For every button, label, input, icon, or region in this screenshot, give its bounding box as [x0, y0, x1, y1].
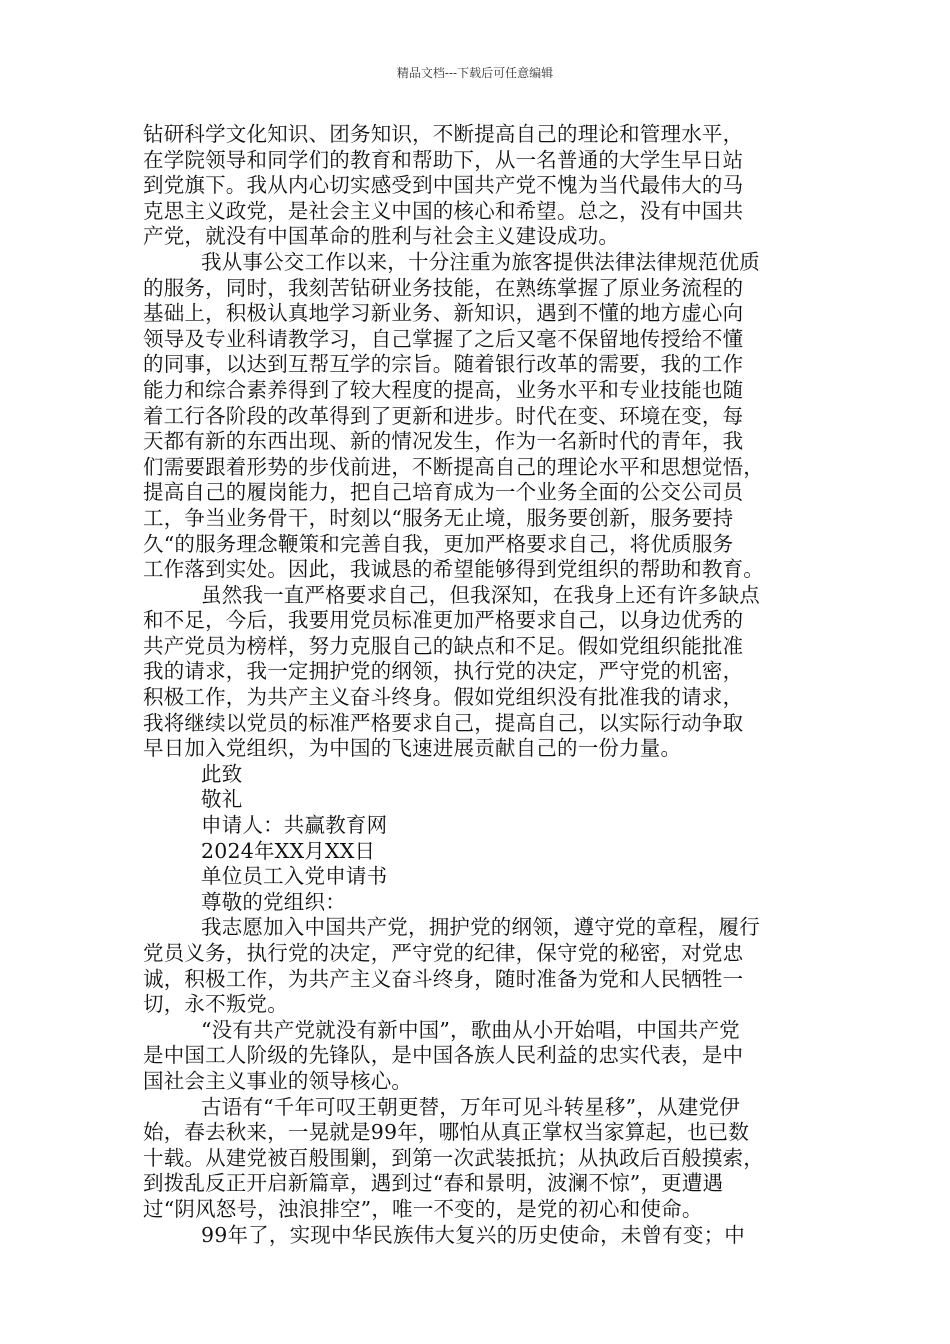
text-line: 共产党员为榜样，努力克服自己的缺点和不足。假如党组织能批准: [143, 633, 744, 658]
text-line: 过“阴风怒号，浊浪排空”，唯一不变的，是党的初心和使命。: [143, 1196, 703, 1221]
text-line: 和不足，今后，我要用党员标准更加严格要求自己，以身边优秀的: [143, 608, 744, 633]
text-line: 们需要跟着形势的步伐前进，不断提高自己的理论水平和思想觉悟，: [143, 454, 764, 479]
document-body: [143, 122, 815, 1248]
text-line: 久“的服务理念鞭策和完善自我，更加严格要求自己，将优质服务: [143, 531, 734, 556]
text-line: 的同事，以达到互帮互学的宗旨。随着银行改革的需要，我的工作: [143, 352, 744, 377]
text-line: 始，春去秋来，一晃就是99年，哪怕从真正掌权当家算起，也已数: [143, 1120, 750, 1145]
text-line: 敬礼: [201, 787, 243, 812]
text-line: 2024年XX月XX日: [201, 838, 376, 863]
text-line: 我将继续以党员的标准严格要求自己，提高自己，以实际行动争取: [143, 710, 744, 735]
text-line: 单位员工入党申请书: [201, 864, 388, 889]
text-line: 古语有“千年可叹王朝更替，万年可见斗转星移”，从建党伊: [201, 1094, 740, 1119]
text-line: 99年了，实现中华民族伟大复兴的历史使命，未曾有变；中: [201, 1222, 745, 1247]
text-line: 产党，就没有中国革命的胜利与社会主义建设成功。: [143, 224, 620, 249]
text-line: 切，永不叛党。: [143, 992, 288, 1017]
text-line: 到拨乱反正开启新篇章，遇到过“春和景明，波澜不惊”，更遭遇: [143, 1171, 724, 1196]
text-line: 此致: [201, 761, 243, 786]
text-line: 诚，积极工作，为共产主义奋斗终身，随时准备为党和人民牺牲一: [143, 966, 744, 991]
text-line: 钻研科学文化知识、团务知识，不断提高自己的理论和管理水平，: [143, 122, 744, 146]
text-line: 工作落到实处。因此，我诚恳的希望能够得到党组织的帮助和教育。: [143, 557, 764, 582]
text-line: 工，争当业务骨干，时刻以“服务无止境，服务要创新，服务要持: [143, 505, 734, 530]
text-line: 领导及专业科请教学习，自己掌握了之后又毫不保留地传授给不懂: [143, 326, 744, 351]
text-line: 虽然我一直严格要求自己，但我深知，在我身上还有许多缺点: [201, 582, 760, 607]
text-line: 我的请求，我一定拥护党的纲领，执行党的决定，严守党的机密，: [143, 659, 744, 684]
text-line: 着工行各阶段的改革得到了更新和进步。时代在变、环境在变，每: [143, 403, 744, 428]
text-line: 基础上，积极认真地学习新业务、新知识，遇到不懂的地方虚心向: [143, 301, 744, 326]
text-line: 天都有新的东西出现、新的情况发生，作为一名新时代的青年，我: [143, 429, 744, 454]
text-line: 是中国工人阶级的先锋队，是中国各族人民利益的忠实代表，是中: [143, 1043, 744, 1068]
text-line: 党员义务，执行党的决定，严守党的纪律，保守党的秘密，对党忠: [143, 941, 744, 965]
page-header: 精品文档---下载后可任意编辑: [396, 66, 554, 80]
text-line: 十载。从建党被百般围剿，到第一次武装抵抗；从执政后百般摸索，: [143, 1145, 764, 1170]
text-line: 到党旗下。我从内心切实感受到中国共产党不愧为当代最伟大的马: [143, 173, 744, 198]
text-line: 早日加入党组织，为中国的飞速进展贡献自己的一份力量。: [143, 736, 682, 761]
text-line: 的服务，同时，我刻苦钻研业务技能，在熟练掌握了原业务流程的: [143, 275, 744, 300]
text-line: 提高自己的履岗能力，把自己培育成为一个业务全面的公交公司员: [143, 480, 744, 505]
text-line: 能力和综合素养得到了较大程度的提高，业务水平和专业技能也随: [143, 377, 744, 402]
text-line: 尊敬的党组织：: [201, 889, 346, 914]
text-line: 在学院领导和同学们的教育和帮助下，从一名普通的大学生早日站: [143, 147, 744, 172]
text-line: 国社会主义事业的领导核心。: [143, 1068, 413, 1093]
text-line: 我志愿加入中国共产党，拥护党的纲领，遵守党的章程，履行: [201, 915, 760, 940]
text-line: “没有共产党就没有新中国”，歌曲从小开始唱，中国共产党: [201, 1017, 740, 1042]
text-line: 我从事公交工作以来，十分注重为旅客提供法律法律规范优质: [201, 249, 760, 274]
text-line: 积极工作，为共产主义奋斗终身。假如党组织没有批准我的请求，: [143, 685, 744, 710]
text-line: 克思主义政党，是社会主义中国的核心和希望。总之，没有中国共: [143, 198, 744, 223]
text-line: 申请人：共赢教育网: [201, 813, 388, 838]
